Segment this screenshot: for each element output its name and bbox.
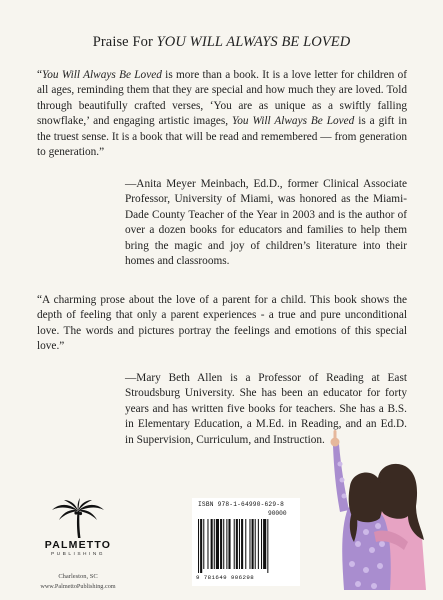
praise-quote-1	[37, 68, 407, 160]
barcode-bar	[200, 519, 202, 573]
barcode-bar	[228, 519, 230, 569]
barcode-bar	[211, 519, 213, 569]
barcode-bar	[249, 519, 250, 569]
publisher-name: PALMETTO	[44, 539, 112, 551]
barcode-bar	[216, 519, 219, 569]
publisher-website: www.PalmettoPublishing.com	[40, 583, 116, 590]
barcode-bars	[198, 519, 296, 573]
barcode-bar	[252, 519, 254, 569]
praise-quote-2	[37, 293, 407, 355]
quote2-text: “A charming prose about the love of a parent for a child. This book shows the depth of feeling that only a parent experiences - a true and pure unconditional love. The words and pictures portray the feelings and emotions of this special love.”	[37, 294, 407, 353]
isbn-barcode	[192, 498, 300, 586]
barcode-bar	[236, 519, 238, 569]
quote1-text-b: is a gift in the truest sense. It is a book that will be read and remembered — from generation to generation.”	[37, 115, 407, 159]
barcode-bar	[267, 519, 268, 573]
attribution-1-text: —Anita Meyer Meinbach, Ed.D., former Clinical Associate Professor, University of Miami, was honored as the Miami-Dade County Teacher of the Year in 2003 and is the author of over a dozen books for educators and families to help them bring the magic and joy of children’s literature into their homes and classrooms.	[125, 178, 407, 268]
barcode-bar	[220, 519, 222, 569]
barcode-bar	[239, 519, 240, 569]
barcode-bar	[203, 519, 204, 569]
attribution-1	[125, 177, 407, 269]
mother-child-illustration	[318, 420, 436, 590]
barcode-bar	[223, 519, 224, 569]
barcode-bar	[234, 519, 235, 569]
quote1-text-a: is more than a book. It is a love letter for children of all ages, reminding them that they are special and how much they are loved. Told through beautifully crafted verses, ‘You are as unique as a swiftly falling snowflake,’ and engaging artistic images,	[37, 69, 408, 128]
heading-prefix: Praise For	[92, 34, 157, 50]
barcode-bar	[207, 519, 208, 569]
price-code: 90000	[268, 510, 287, 517]
barcode-bar	[241, 519, 243, 569]
attribution-2-text: —Mary Beth Allen is a Professor of Reading at East Stroudsburg University. She has been an educator for forty years and has written five books for teachers. She has a B.S. in Elementary Education, a M.Ed. in Reading, and an Ed.D. in Supervision, Curriculum, and Instruction.	[125, 372, 407, 446]
barcode-bar	[258, 519, 259, 569]
barcode-digits: 9 781649 906298	[196, 574, 255, 581]
barcode-bar	[261, 519, 262, 569]
page-heading	[0, 34, 443, 51]
barcode-bar	[198, 519, 199, 573]
isbn-label: ISBN 978-1-64990-629-8	[198, 501, 285, 508]
heading-book-title: YOU WILL ALWAYS BE LOVED	[156, 34, 351, 50]
barcode-bar	[226, 519, 227, 569]
quote1-open: “	[37, 69, 43, 81]
barcode-bar	[245, 519, 246, 569]
quote1-book-title: You Will Always Be Loved	[42, 69, 162, 81]
publisher-subtitle: PUBLISHING	[50, 552, 106, 557]
barcode-bar	[255, 519, 256, 569]
quote1-book-title-2: You Will Always Be Loved	[232, 115, 355, 128]
palmetto-tree-icon	[46, 498, 110, 540]
barcode-bar	[263, 519, 266, 569]
barcode-bar	[214, 519, 215, 569]
publisher-location: Charleston, SC	[58, 573, 98, 580]
